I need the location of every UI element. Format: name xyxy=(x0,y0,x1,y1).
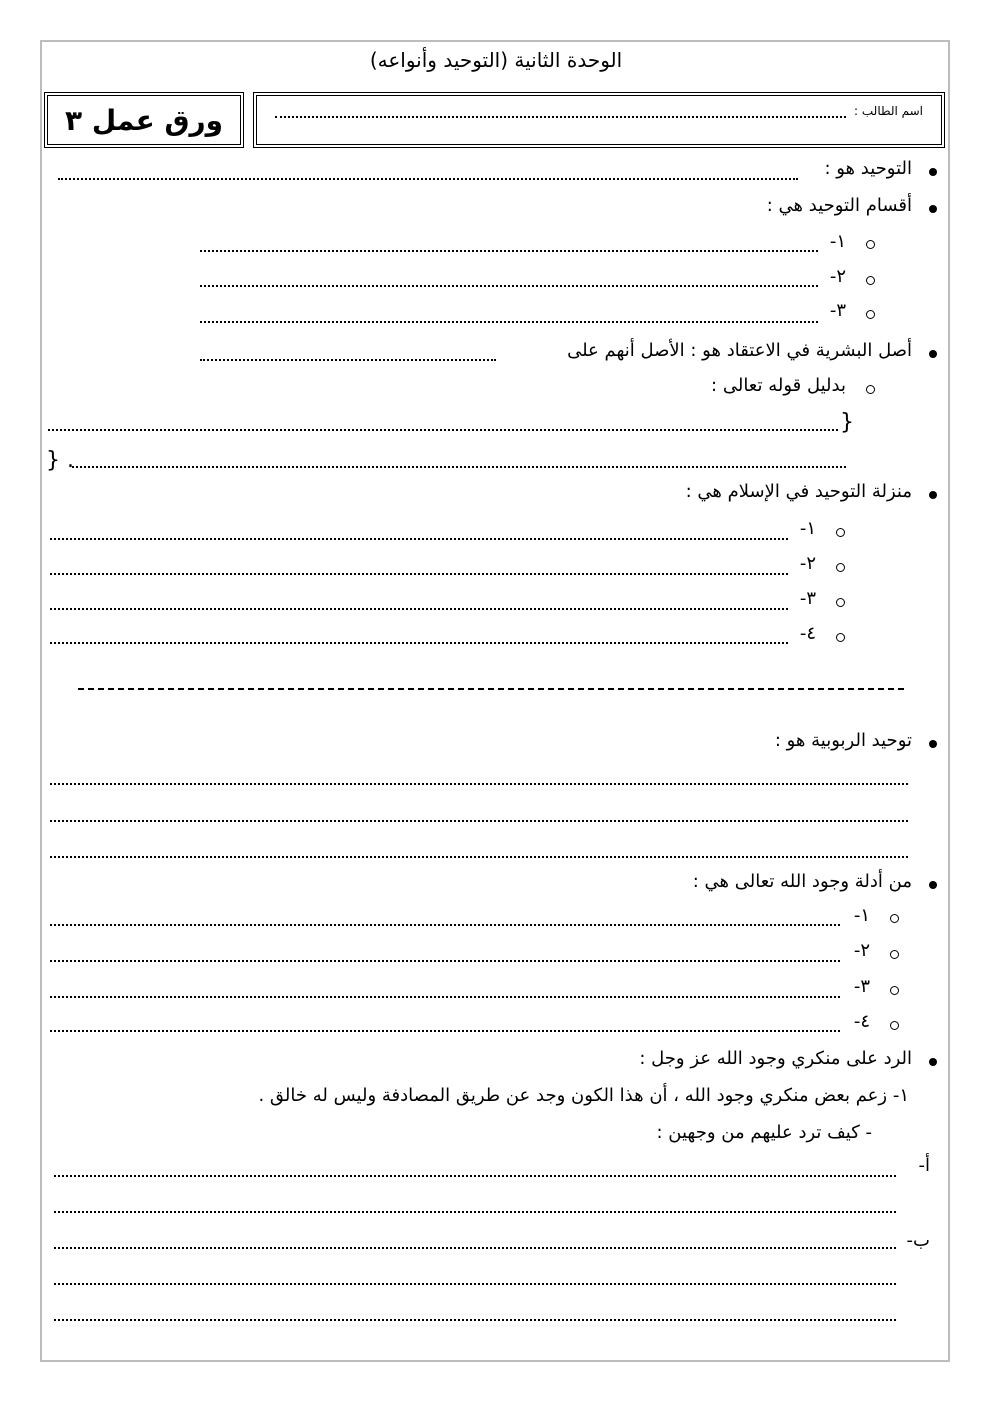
bullet-icon xyxy=(929,881,937,889)
status-item-answer[interactable] xyxy=(50,608,788,610)
answer-b-label: ب- xyxy=(906,1230,930,1251)
bullet-icon xyxy=(929,350,937,358)
proofs-item-answer[interactable] xyxy=(50,924,840,926)
status-item-number: ٣- xyxy=(799,588,816,609)
verse-answer-line[interactable] xyxy=(48,429,838,431)
verse-answer-line[interactable] xyxy=(72,466,846,468)
circle-bullet-icon xyxy=(866,310,875,319)
student-name-box xyxy=(253,92,945,148)
tawheed-definition-answer[interactable] xyxy=(58,178,798,180)
circle-bullet-icon xyxy=(866,276,875,285)
status-item-number: ٤- xyxy=(799,623,816,644)
parts-item-number: ٣- xyxy=(829,300,846,321)
status-item-number: ٢- xyxy=(799,553,816,574)
proofs-item-number: ١- xyxy=(853,905,870,926)
origin-belief-label: أصل البشرية في الاعتقاد هو : الأصل أنهم على xyxy=(567,340,912,361)
brace-open: { xyxy=(840,410,854,435)
rububiyyah-answer-line[interactable] xyxy=(50,820,908,822)
status-item-answer[interactable] xyxy=(50,573,788,575)
refutation-question: - كيف ترد عليهم من وجهين : xyxy=(656,1122,872,1143)
parts-item-answer[interactable] xyxy=(200,321,818,323)
bullet-icon xyxy=(929,168,937,176)
tawheed-parts-label: أقسام التوحيد هي : xyxy=(766,195,912,216)
bullet-icon xyxy=(929,1058,937,1066)
proofs-label: من أدلة وجود الله تعالى هي : xyxy=(692,871,912,892)
bullet-icon xyxy=(929,205,937,213)
rububiyyah-definition-label: توحيد الربوبية هو : xyxy=(774,730,912,751)
proofs-item-answer[interactable] xyxy=(50,960,840,962)
brace-close: } . xyxy=(46,448,74,473)
worksheet-label-box xyxy=(44,92,244,148)
parts-item-number: ١- xyxy=(829,231,846,252)
bullet-icon xyxy=(929,491,937,499)
rububiyyah-answer-line[interactable] xyxy=(50,856,908,858)
page-frame xyxy=(40,40,950,1362)
proofs-item-number: ٤- xyxy=(853,1011,870,1032)
answer-a-label: أ- xyxy=(918,1155,930,1176)
unit-title: الوحدة الثانية (التوحيد وأنواعه) xyxy=(369,48,623,72)
answer-b-line[interactable] xyxy=(54,1247,896,1249)
parts-item-answer[interactable] xyxy=(200,250,818,252)
worksheet-label: ورق عمل ٣ xyxy=(64,103,224,137)
status-item-number: ١- xyxy=(799,518,816,539)
circle-bullet-icon xyxy=(866,240,875,249)
student-name-label: اسم الطالب : xyxy=(854,104,923,118)
status-item-answer[interactable] xyxy=(50,642,788,644)
origin-belief-answer[interactable] xyxy=(200,359,496,361)
circle-bullet-icon xyxy=(890,986,899,995)
circle-bullet-icon xyxy=(836,528,845,537)
parts-item-number: ٢- xyxy=(829,266,846,287)
tawheed-definition-label: التوحيد هو : xyxy=(824,158,912,179)
answer-b-line[interactable] xyxy=(54,1319,896,1321)
circle-bullet-icon xyxy=(890,914,899,923)
circle-bullet-icon xyxy=(836,598,845,607)
parts-item-answer[interactable] xyxy=(200,285,818,287)
proofs-item-number: ٢- xyxy=(853,940,870,961)
circle-bullet-icon xyxy=(890,950,899,959)
status-item-answer[interactable] xyxy=(50,538,788,540)
answer-b-line[interactable] xyxy=(54,1283,896,1285)
section-divider xyxy=(78,688,904,690)
circle-bullet-icon xyxy=(836,563,845,572)
proofs-item-number: ٣- xyxy=(853,976,870,997)
rububiyyah-answer-line[interactable] xyxy=(50,783,908,785)
circle-bullet-icon xyxy=(890,1021,899,1030)
circle-bullet-icon xyxy=(866,385,875,394)
proofs-item-answer[interactable] xyxy=(50,1030,840,1032)
tawheed-status-label: منزلة التوحيد في الإسلام هي : xyxy=(685,481,912,502)
refutation-claim: ١- زعم بعض منكري وجود الله ، أن هذا الكون وجد عن طريق المصادفة وليس له خالق . xyxy=(258,1085,909,1106)
bullet-icon xyxy=(929,740,937,748)
student-name-field[interactable] xyxy=(275,116,846,118)
refutation-title: الرد على منكري وجود الله عز وجل : xyxy=(639,1048,912,1069)
answer-a-line[interactable] xyxy=(54,1175,896,1177)
circle-bullet-icon xyxy=(836,633,845,642)
proofs-item-answer[interactable] xyxy=(50,996,840,998)
evidence-label: بدليل قوله تعالى : xyxy=(711,375,846,396)
answer-a-line[interactable] xyxy=(54,1211,896,1213)
